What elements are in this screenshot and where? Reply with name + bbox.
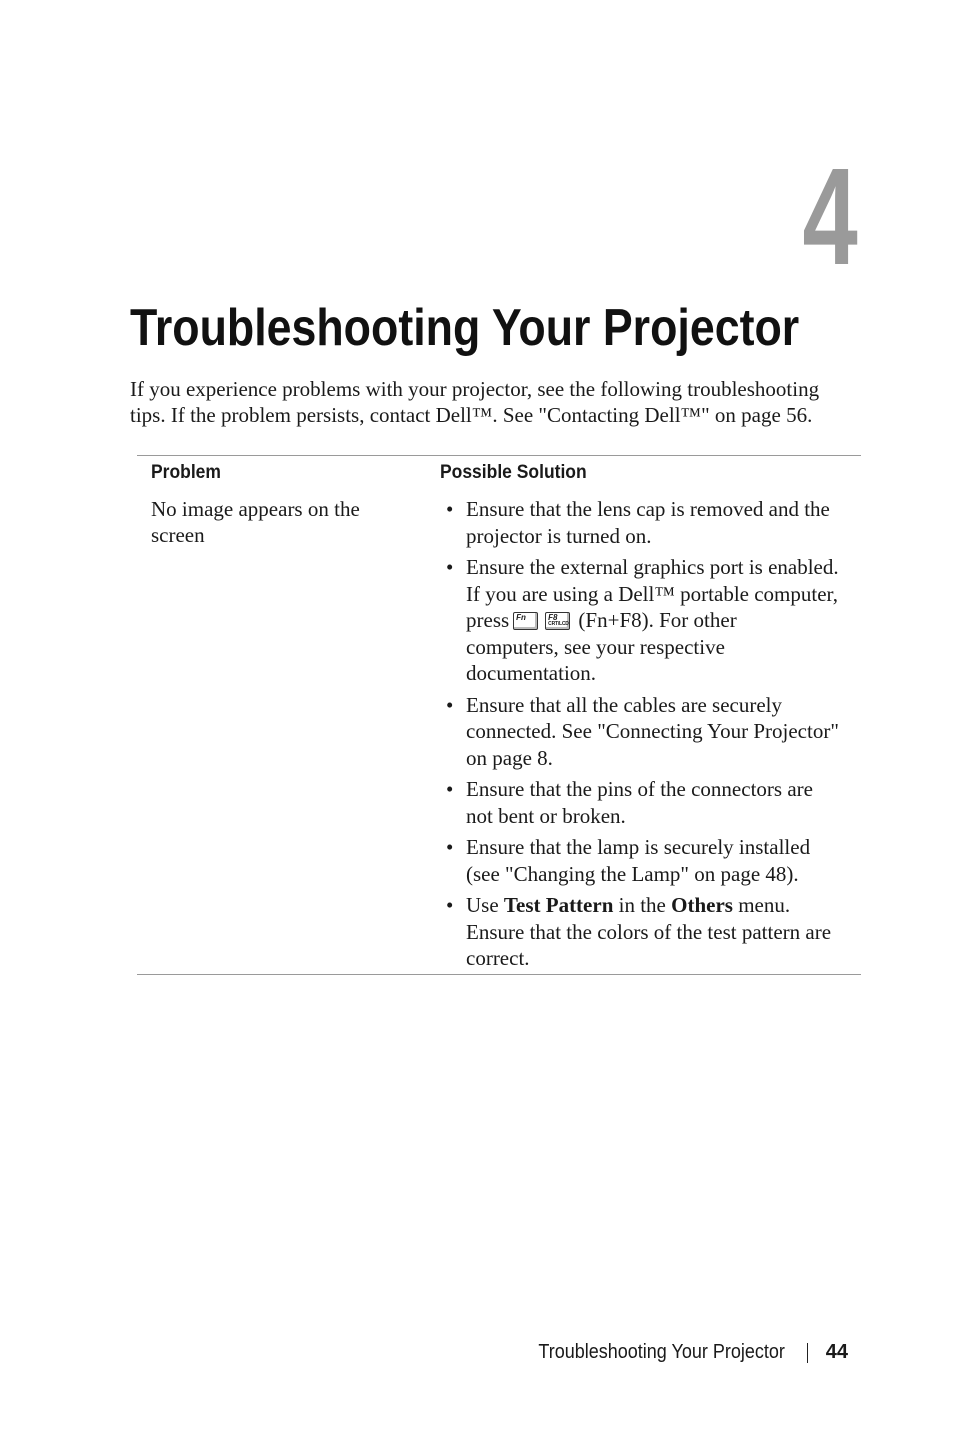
f8-key-label: F8 [548,612,558,622]
solution-line-menu [466,892,859,919]
solution-line: documentation. [466,661,597,685]
column-header-solution: Possible Solution [440,462,587,483]
bullet-icon: • [446,497,454,521]
fn-key-label: Fn [516,612,526,622]
others-menu: Others [671,893,733,917]
bullet-icon: • [446,555,454,579]
solution-line: on page 8. [466,745,553,770]
press-text: press [466,608,510,632]
fn-key-icon [513,612,538,630]
solution-line: computers, see your respective [466,634,725,659]
solution-line: correct. [466,946,530,970]
in-the-text: in the [618,893,666,917]
solution-line: not bent or broken. [466,803,626,828]
solution-item [443,776,859,829]
use-text: Use [466,893,499,917]
f8-key-sublabel: CRT/LCD [548,620,569,627]
solution-line: (see "Changing the Lamp" on page 48). [466,861,799,886]
solution-item [443,692,859,772]
problem-cell [151,496,401,548]
solution-line: Ensure that the pins of the connectors are [466,777,813,801]
solution-item [443,554,859,687]
solution-line: Ensure the external graphics port is enabled. [466,555,839,579]
intro-paragraph [130,376,870,428]
column-header-problem: Problem [151,462,221,483]
solution-line: projector is turned on. [466,523,652,548]
solution-list [443,496,859,977]
footer-title: Troubleshooting Your Projector [538,1341,785,1363]
solution-line: Ensure that the lens cap is removed and the [466,497,830,521]
page-title: Troubleshooting Your Projector [130,299,800,357]
footer-separator [807,1343,808,1363]
solution-line: Ensure that the colors of the test pattern are [466,919,832,944]
solution-line-with-keys [466,607,859,634]
chapter-number: 4 [802,140,858,294]
menu-text: menu. [738,893,791,917]
problem-line: screen [151,523,205,547]
problem-line: No image appears on the [151,497,360,521]
bullet-icon: • [446,692,454,717]
test-pattern-menu-item: Test Pattern [503,893,614,917]
page-number: 44 [825,1341,848,1363]
bullet-icon: • [446,777,454,801]
intro-line: tips. If the problem persists, contact Dell™. See "Contacting Dell™" on page 56. [130,403,813,427]
page-footer [0,1340,848,1364]
press-suffix-text: (Fn+F8). For other [578,608,737,632]
solution-item [443,892,859,972]
bullet-icon: • [446,893,454,917]
intro-line: If you experience problems with your projector, see the following troubleshooting [130,377,820,401]
solution-line: If you are using a Dell™ portable computer, [466,581,838,606]
f8-key-icon [545,612,570,630]
troubleshooting-table [137,455,861,975]
bullet-icon: • [446,835,454,859]
solution-item [443,496,859,549]
solution-line: Ensure that the lamp is securely installed [466,835,811,859]
solution-line: Ensure that all the cables are securely [466,692,783,717]
solution-line: connected. See "Connecting Your Projector" [466,719,839,743]
solution-item [443,834,859,887]
